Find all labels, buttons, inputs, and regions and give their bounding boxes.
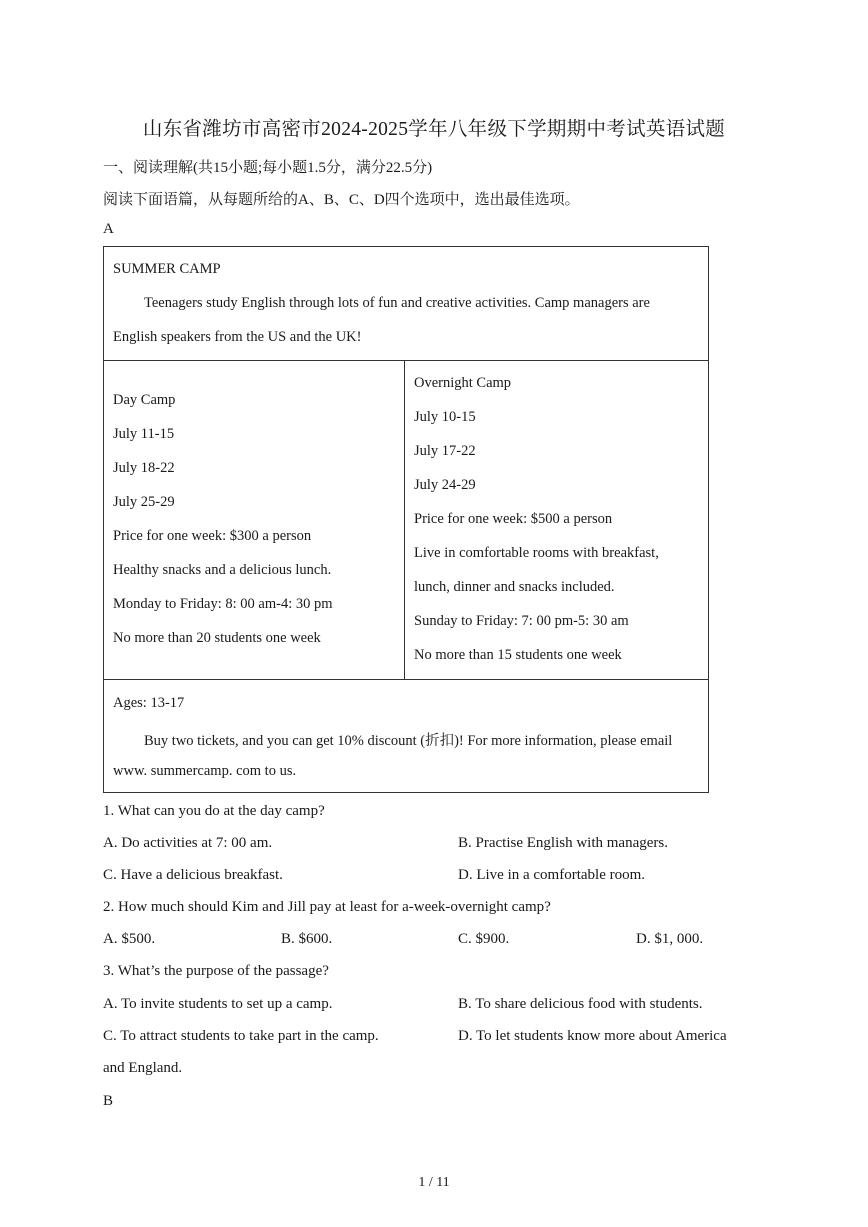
passage-a-label: A — [103, 221, 114, 237]
table-header-row — [104, 247, 708, 361]
overnight-camp-line: Price for one week: $500 a person — [414, 511, 613, 527]
question-option: A. $500. — [103, 931, 156, 947]
question-option: D. $1, 000. — [636, 931, 704, 947]
camp-intro-line: Teenagers study English through lots of fun and creative activities. Camp managers are — [144, 295, 650, 311]
question-option: D. To let students know more about America — [458, 1028, 727, 1044]
overnight-camp-line: July 10-15 — [414, 409, 476, 425]
question-option: D. Live in a comfortable room. — [458, 867, 646, 883]
passage-b-label: B — [103, 1093, 114, 1109]
question-option: B. To share delicious food with students. — [458, 996, 703, 1012]
camp-title: SUMMER CAMP — [113, 261, 221, 277]
question-stem: 1. What can you do at the day camp? — [103, 803, 325, 819]
question-option: A. Do activities at 7: 00 am. — [103, 835, 273, 851]
question-stem: 3. What’s the purpose of the passage? — [103, 963, 329, 979]
overnight-camp-line: Live in comfortable rooms with breakfast, — [414, 545, 659, 561]
table-camps-row — [104, 361, 708, 680]
section-heading: 一、阅读理解(共15小题;每小题1.5分，满分22.5分) — [103, 160, 433, 176]
page-number: 1 / 11 — [418, 1175, 450, 1190]
question-stem: 2. How much should Kim and Jill pay at least for a-week-overnight camp? — [103, 899, 551, 915]
question-option-continuation: and England. — [103, 1060, 183, 1076]
overnight-camp-line: July 17-22 — [414, 443, 476, 459]
day-camp-line: Price for one week: $300 a person — [113, 528, 312, 544]
question-option: C. $900. — [458, 931, 510, 947]
camp-ages: Ages: 13-17 — [113, 695, 185, 711]
table-footer-row — [104, 680, 708, 792]
question-option: A. To invite students to set up a camp. — [103, 996, 333, 1012]
column-divider — [404, 361, 405, 679]
overnight-camp-line: No more than 15 students one week — [414, 647, 622, 663]
day-camp-heading: Day Camp — [113, 392, 176, 408]
overnight-camp-line: Sunday to Friday: 7: 00 pm-5: 30 am — [414, 613, 629, 629]
overnight-camp-line: lunch, dinner and snacks included. — [414, 579, 615, 595]
question-option: C. To attract students to take part in the camp. — [103, 1028, 379, 1044]
overnight-camp-heading: Overnight Camp — [414, 375, 512, 391]
camp-footer-line: Buy two tickets, and you can get 10% discount (折扣)! For more information, please email — [144, 733, 673, 749]
overnight-camp-line: July 24-29 — [414, 477, 476, 493]
day-camp-line: July 25-29 — [113, 494, 175, 510]
question-option: C. Have a delicious breakfast. — [103, 867, 283, 883]
summer-camp-table — [103, 246, 709, 793]
camp-footer-line: www. summercamp. com to us. — [113, 763, 297, 779]
page-title: 山东省潍坊市高密市2024-2025学年八年级下学期期中考试英语试题 — [142, 119, 726, 140]
instructions: 阅读下面语篇，从每题所给的A、B、C、D四个选项中，选出最佳选项。 — [103, 192, 580, 208]
day-camp-line: Monday to Friday: 8: 00 am-4: 30 pm — [113, 596, 333, 612]
day-camp-line: July 18-22 — [113, 460, 175, 476]
day-camp-line: No more than 20 students one week — [113, 630, 321, 646]
question-option: B. $600. — [281, 931, 333, 947]
day-camp-line: Healthy snacks and a delicious lunch. — [113, 562, 332, 578]
day-camp-line: July 11-15 — [113, 426, 175, 442]
question-option: B. Practise English with managers. — [458, 835, 668, 851]
camp-intro-line: English speakers from the US and the UK! — [113, 329, 362, 345]
